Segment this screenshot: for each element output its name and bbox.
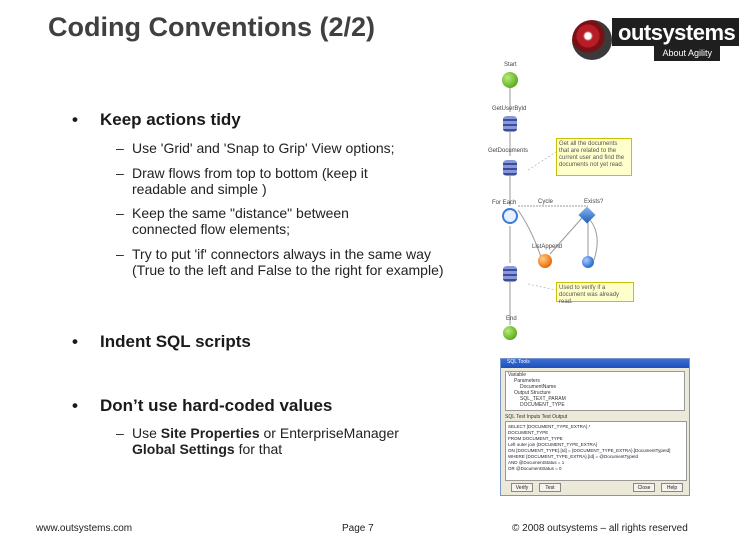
sql-tabs: SQL Test Inputs Test Output (505, 414, 568, 420)
sub-bullet-grid (116, 140, 456, 156)
slide-title: Coding Conventions (2/2) (48, 12, 375, 42)
bullet-text: Indent SQL scripts (100, 332, 251, 351)
assign-node-icon (538, 254, 552, 268)
bullet-marker: • (72, 396, 78, 415)
outsystems-logo (568, 16, 736, 62)
sql-button-row (505, 482, 687, 492)
sql-code-area (505, 421, 687, 481)
bullet-text: Don’t use hard-coded values (100, 396, 333, 415)
query-node-icon (503, 116, 517, 132)
sql-code-line: WHERE {DOCUMENT_TYPE_EXTRA}.[Id] = @DocumentTypeId (508, 454, 638, 459)
sub-bullet-text: Try to put 'if' connectors always in the same way (True to the left and False to the right for example) (132, 246, 444, 278)
flow-label-get-docs: GetDocuments (488, 148, 529, 154)
sql-code-line: DOCUMENT_TYPE (508, 430, 549, 435)
logo-tagline: About Agility (654, 46, 720, 61)
site-properties-term: Site Properties (160, 425, 260, 441)
logo-orb-icon (572, 20, 612, 60)
sub-bullet-text: Keep the same "distance" between connected flow elements; (132, 205, 349, 237)
sql-code-line: Left outer join {DOCUMENT_TYPE_EXTRA} (508, 442, 598, 447)
flow-label-cycle: Cycle (538, 199, 554, 205)
close-button: Close (633, 483, 655, 492)
flow-label-start: Start (504, 62, 517, 68)
dash-marker: – (116, 205, 124, 221)
sql-code-line: FROM DOCUMENT_TYPE (508, 436, 563, 441)
sql-code-line: AND @DocumentStatus = 1 (508, 460, 565, 465)
flow-label-end: End (506, 316, 517, 322)
sql-window-titlebar: SQL Tools (501, 359, 689, 368)
dash-marker: – (116, 425, 124, 441)
flow-label-exists: Exists? (584, 199, 604, 205)
sub-bullet-text: Draw flows from top to bottom (keep it readable and simple ) (132, 165, 368, 197)
sql-code-line: OR @DocumentStatus = 0 (508, 466, 562, 471)
logo-wordmark: outsystems (612, 18, 739, 46)
bullet-marker: • (72, 110, 78, 129)
flow-comment-note: Get all the documents that are related to the current user and find the documents not yet read. (556, 138, 632, 176)
dash-marker: – (116, 246, 124, 262)
help-button: Help (661, 483, 683, 492)
test-button: Test (539, 483, 561, 492)
sub-bullet-flows (116, 165, 456, 197)
sql-editor-window (500, 358, 690, 496)
sql-code-line: ON {DOCUMENT_TYPE}.[Id] = {DOCUMENT_TYPE_EXTRA}.[DocumentTypeId] (508, 448, 671, 453)
dash-marker: – (116, 140, 124, 156)
end-node-icon (503, 326, 517, 340)
tree-item: SQL_TEXT_PARAM (520, 396, 566, 402)
sql-code-line: SELECT {DOCUMENT_TYPE_EXTRA}.* (508, 424, 591, 429)
start-node-icon (502, 72, 518, 88)
tree-item: Variable (508, 372, 526, 378)
footer-copyright: © 2008 outsystems – all rights reserved (512, 523, 688, 534)
sql-variable-tree (505, 371, 685, 411)
query-node-icon (503, 160, 517, 176)
action-flow-diagram (472, 60, 652, 346)
flow-label-list-append: ListAppend (532, 244, 563, 250)
sub-bullet-distance (116, 205, 456, 237)
bullet-text: Keep actions tidy (100, 110, 241, 129)
assign-node-icon (582, 256, 594, 268)
sub-text-suffix: for that (234, 441, 283, 457)
sub-text-middle: or EnterpriseManager (259, 425, 399, 441)
tree-item: DOCUMENT_TYPE (520, 402, 565, 408)
global-settings-term: Global Settings (132, 441, 235, 457)
flow-label-get-user: GetUserById (492, 106, 527, 112)
flow-label-for-each: For Each (492, 200, 517, 206)
query-node-icon (503, 266, 517, 282)
flow-comment-note: Used to verify if a document was already read. (556, 282, 634, 302)
tree-item: Output Structure (514, 390, 551, 396)
sub-bullet-text (132, 425, 442, 457)
dash-marker: – (116, 165, 124, 181)
foreach-node-icon (502, 208, 518, 224)
sub-bullet-if-connectors (116, 246, 456, 294)
bullet-marker: • (72, 332, 78, 351)
sub-bullet-text: Use 'Grid' and 'Snap to Grip' View options; (132, 140, 395, 156)
footer-website: www.outsystems.com (36, 523, 133, 534)
tree-item: DocumentName (520, 384, 557, 390)
sub-text-prefix: Use (132, 425, 161, 441)
sub-bullet-site-properties (116, 425, 456, 457)
tree-item: Parameters (514, 378, 540, 384)
footer-page-number: Page 7 (342, 523, 374, 534)
verify-button: Verify (511, 483, 533, 492)
